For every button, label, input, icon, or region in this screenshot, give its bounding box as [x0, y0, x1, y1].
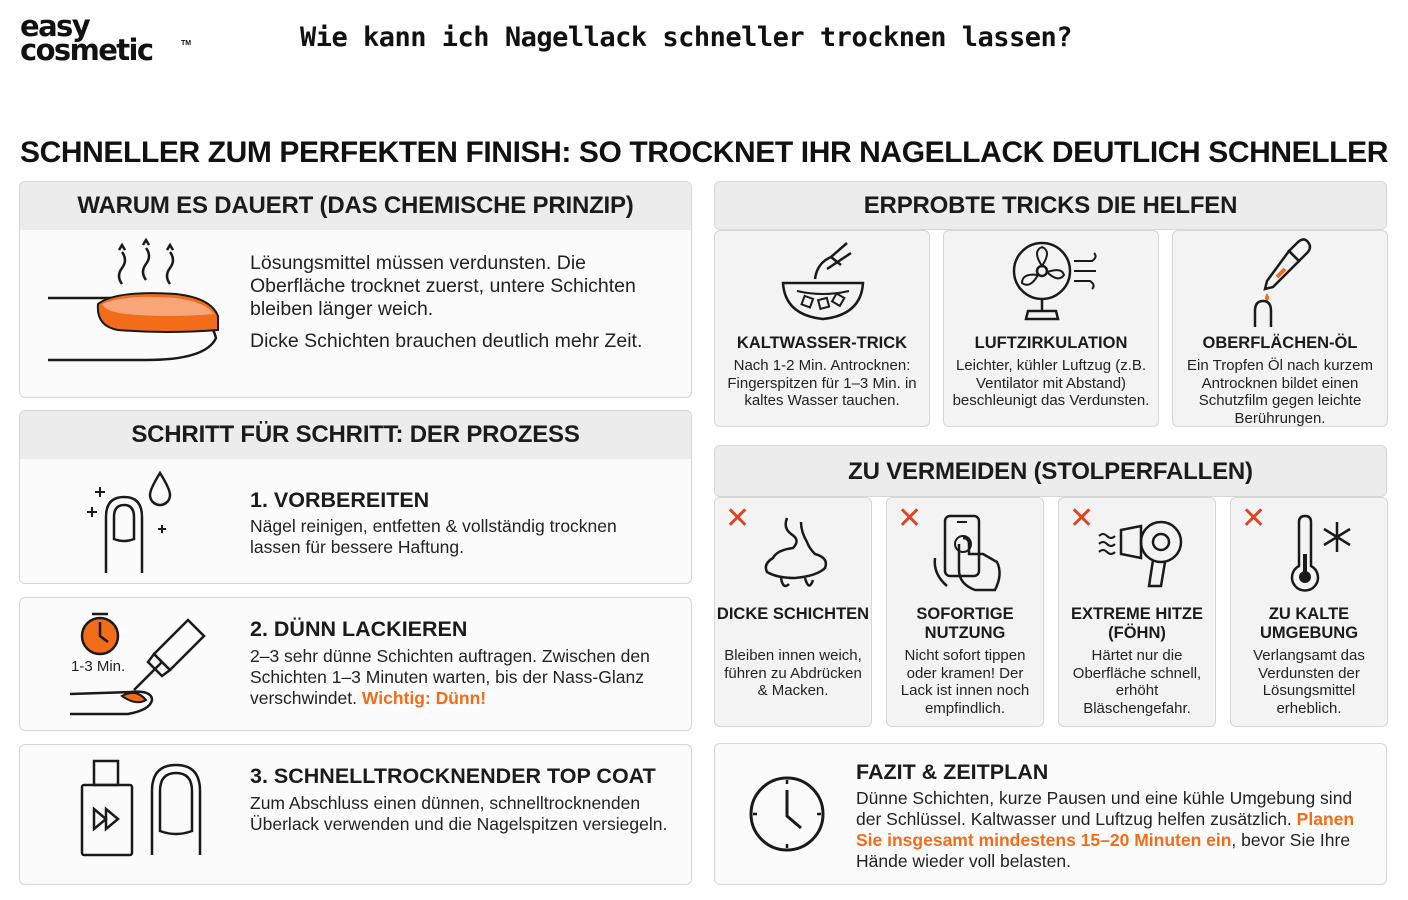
step-2-time-label: 1-3 Min.: [71, 658, 126, 675]
why-panel: [19, 181, 692, 398]
logo-text-cosmetic: cosmetic: [20, 33, 153, 67]
avoid-1-text: Bleiben innen weich, führen zu Abdrücken & Macken.: [724, 647, 862, 699]
trick-2-text: Leichter, kühler Luftzug (z.B. Ventilator mit Abstand) beschleunigt das Verdunsten.: [952, 357, 1150, 409]
trick-3-text: Ein Tropfen Öl nach kurzem Antrocknen bildet einen Schutzfilm gegen leichte Berührungen.: [1187, 357, 1373, 427]
step-3-card: [19, 744, 692, 885]
brand-logo: [20, 9, 192, 70]
avoid-tile-thick: [714, 497, 872, 727]
avoid-2-text: Nicht sofort tippen oder kramen! Der Lack ist innen noch empfindlich.: [900, 647, 1030, 717]
thick-layer-icon: [757, 514, 833, 594]
top-coat-bottle-icon: [80, 761, 200, 857]
trick-tile-air: [943, 230, 1159, 427]
avoid-panel: [714, 445, 1387, 497]
clean-nail-sparkle-icon: [84, 473, 174, 573]
avoid-tile-cold: [1230, 497, 1388, 727]
warning-x-icon: ✕: [725, 502, 751, 535]
ice-water-bowl-icon: [781, 239, 865, 323]
warning-x-icon: ✕: [1069, 502, 1095, 535]
avoid-4-title: ZU KALTE UMGEBUNG: [1259, 605, 1359, 642]
trick-2-title: LUFTZIRKULATION: [974, 334, 1128, 352]
why-panel-title: WARUM ES DAUERT (DAS CHEMISCHE PRINZIP): [20, 182, 691, 230]
fazit-title: FAZIT & ZEITPLAN: [856, 760, 1049, 784]
tricks-panel-title: ERPROBTE TRICKS DIE HELFEN: [715, 182, 1386, 230]
step-3-title: 3. SCHNELLTROCKNENDER TOP COAT: [250, 764, 656, 788]
avoid-1-title: DICKE SCHICHTEN: [716, 605, 870, 623]
trick-tile-cold-water: [714, 230, 930, 427]
avoid-tile-heat: [1058, 497, 1216, 727]
step-3-text: Zum Abschluss einen dünnen, schnelltrocknenden Überlack verwenden und die Nagelspitzen versiegeln.: [250, 793, 668, 834]
why-text-1: Lösungsmittel müssen verdunsten. Die Oberfläche trocknet zuerst, untere Schichten bleiben länger weich.: [250, 252, 636, 320]
step-2-text-main: 2–3 sehr dünne Schichten auftragen. Zwischen den Schichten 1–3 Minuten warten, bis der Nass-Glanz verschwindet.: [250, 646, 650, 708]
trick-tile-oil: [1172, 230, 1388, 427]
page-question: Wie kann ich Nagellack schneller trocknen lassen?: [300, 22, 1073, 53]
fazit-card: [714, 743, 1387, 885]
warning-x-icon: ✕: [1241, 502, 1267, 535]
cold-thermometer-icon: [1287, 514, 1357, 594]
avoid-2-title: SOFORTIGE NUTZUNG: [916, 605, 1014, 642]
step-2-highlight: Wichtig: Dünn!: [361, 688, 487, 708]
hair-dryer-icon: [1097, 520, 1187, 590]
why-text-2: Dicke Schichten brauchen deutlich mehr Zeit.: [250, 330, 643, 352]
logo-text-easy: easy: [20, 9, 90, 43]
main-title: SCHNELLER ZUM PERFEKTEN FINISH: SO TROCKNET IHR NAGELLACK DEUTLICH SCHNELLER: [20, 136, 1388, 169]
avoid-4-text: Verlangsamt das Verdunsten der Lösungsmittel erheblich.: [1253, 647, 1365, 717]
logo-trademark: TM: [181, 40, 192, 47]
dropper-icon: [1253, 239, 1313, 327]
step-2-text: [250, 646, 670, 709]
tricks-panel: [714, 181, 1387, 230]
fazit-text-end: , bevor Sie Ihre Hände wieder voll belasten.: [856, 830, 1351, 871]
fazit-text-main: Dünne Schichten, kurze Pausen und eine kühle Umgebung sind der Schlüssel. Kaltwasser und Luftzug helfen zusätzlich.: [856, 788, 1353, 829]
fazit-highlight: Planen Sie insgesamt mindestens 15–20 Minuten ein: [856, 809, 1355, 850]
steps-panel: [19, 410, 692, 584]
fazit-text: [856, 788, 1366, 872]
nail-evaporation-icon: [46, 238, 246, 368]
step-2-card: [19, 597, 692, 731]
step-2-title: 2. DÜNN LACKIEREN: [250, 617, 468, 641]
step-1-title: 1. VORBEREITEN: [250, 488, 430, 512]
step-1-text: Nägel reinigen, entfetten & vollständig trocknen lassen für bessere Haftung.: [250, 516, 617, 557]
phone-tap-icon: [931, 514, 1007, 594]
avoid-3-title: EXTREME HITZE (FÖHN): [1070, 605, 1203, 642]
warning-x-icon: ✕: [897, 502, 923, 535]
trick-1-text: Nach 1-2 Min. Antrocknen: Fingerspitzen für 1–3 Min. in kaltes Wasser tauchen.: [727, 357, 917, 409]
fan-icon: [1008, 239, 1098, 323]
trick-1-title: KALTWASSER-TRICK: [736, 334, 908, 352]
trick-3-title: OBERFLÄCHEN-ÖL: [1202, 334, 1358, 352]
polish-brush-icon: [70, 614, 210, 718]
clock-icon: [747, 774, 827, 854]
avoid-tile-immediate: [886, 497, 1044, 727]
avoid-panel-title: ZU VERMEIDEN (STOLPERFALLEN): [715, 446, 1386, 497]
steps-panel-title: SCHRITT FÜR SCHRITT: DER PROZESS: [20, 411, 691, 459]
avoid-3-text: Härtet nur die Oberfläche schnell, erhöht Bläschengefahr.: [1072, 647, 1202, 717]
